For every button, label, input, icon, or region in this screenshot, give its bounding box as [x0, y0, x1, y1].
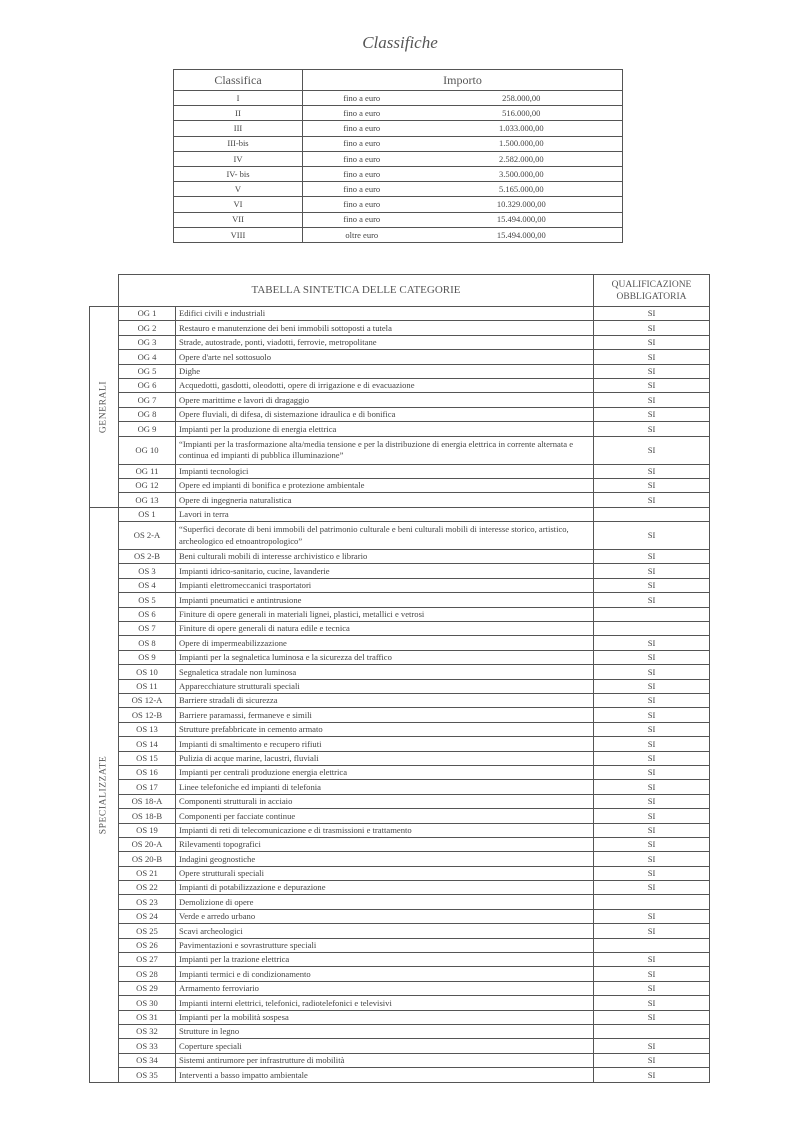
qualificazione-cell: SI [594, 722, 710, 736]
qualificazione-cell: SI [594, 881, 710, 895]
categorie-header-row [90, 275, 710, 307]
classifiche-header-row [174, 70, 623, 91]
categoria-code: OG 13 [119, 493, 176, 507]
header-classifica: Classifica [174, 70, 303, 91]
categoria-desc: Barriere paramassi, fermaneve e simili [176, 708, 594, 722]
categoria-row [90, 981, 710, 995]
categoria-row [90, 837, 710, 851]
categoria-row [90, 809, 710, 823]
qualificazione-cell [594, 1024, 710, 1038]
qualificazione-cell: SI [594, 981, 710, 995]
qualificazione-cell: SI [594, 679, 710, 693]
categoria-code: OG 4 [119, 350, 176, 364]
categoria-code: OS 2-B [119, 550, 176, 564]
categoria-desc: Opere strutturali speciali [176, 866, 594, 880]
categoria-code: OS 11 [119, 679, 176, 693]
classifica-cell: IV- bis [174, 166, 303, 181]
categoria-code: OS 13 [119, 722, 176, 736]
importo-valore-cell: 15.494.000,00 [421, 227, 623, 242]
categoria-row [90, 895, 710, 909]
categoria-desc: Componenti strutturali in acciaio [176, 794, 594, 808]
categoria-row [90, 307, 710, 321]
categoria-desc: Opere fluviali, di difesa, di sistemazione idraulica e di bonifica [176, 407, 594, 421]
categoria-row [90, 924, 710, 938]
importo-dicitura-cell: fino a euro [303, 91, 421, 106]
categoria-desc: Finiture di opere generali in materiali lignei, plastici, metallici e vetrosi [176, 607, 594, 621]
categoria-code: OS 28 [119, 967, 176, 981]
classifica-cell: II [174, 106, 303, 121]
categoria-desc: Opere marittime e lavori di dragaggio [176, 393, 594, 407]
categoria-code: OS 12-B [119, 708, 176, 722]
importo-valore-cell: 10.329.000,00 [421, 197, 623, 212]
categoria-code: OG 9 [119, 422, 176, 436]
qualificazione-cell: SI [594, 407, 710, 421]
categoria-row [90, 422, 710, 436]
qualificazione-cell: SI [594, 422, 710, 436]
categoria-row [90, 364, 710, 378]
classifica-row [174, 106, 623, 121]
qualificazione-cell: SI [594, 1039, 710, 1053]
categoria-code: OS 9 [119, 650, 176, 664]
categorie-table [89, 274, 710, 1083]
categoria-desc: Impianti per la mobilità sospesa [176, 1010, 594, 1024]
categoria-code: OS 35 [119, 1068, 176, 1082]
qualificazione-cell: SI [594, 578, 710, 592]
categoria-row [90, 578, 710, 592]
categoria-code: OS 25 [119, 924, 176, 938]
classifica-row [174, 227, 623, 242]
categoria-row [90, 823, 710, 837]
categoria-row [90, 335, 710, 349]
categoria-desc: Impianti per la segnaletica luminosa e la sicurezza del traffico [176, 650, 594, 664]
qualificazione-cell: SI [594, 665, 710, 679]
qualificazione-cell: SI [594, 837, 710, 851]
categoria-code: OS 18-A [119, 794, 176, 808]
classifica-row [174, 182, 623, 197]
page-title: Classifiche [362, 33, 438, 52]
qualificazione-cell: SI [594, 996, 710, 1010]
header-importo: Importo [303, 70, 623, 91]
classifica-cell: VI [174, 197, 303, 212]
qualificazione-cell: SI [594, 852, 710, 866]
qualificazione-cell: SI [594, 953, 710, 967]
categoria-desc: Impianti di smaltimento e recupero rifiuti [176, 737, 594, 751]
group-label-generali: GENERALI [98, 380, 109, 433]
categoria-desc: Strade, autostrade, ponti, viadotti, ferrovie, metropolitane [176, 335, 594, 349]
categoria-desc: Impianti di reti di telecomunicazione e di trasmissioni e trattamento [176, 823, 594, 837]
categoria-desc: Armamento ferroviario [176, 981, 594, 995]
categoria-row [90, 938, 710, 952]
group-label-specializzate: SPECIALIZZATE [98, 755, 109, 834]
categoria-row [90, 436, 710, 464]
qualificazione-cell: SI [594, 550, 710, 564]
group-label-cell [90, 507, 119, 1082]
categoria-desc: “Impianti per la trasformazione alta/media tensione e per la distribuzione di energia elettrica in corrente alternata e continua ed impianti di pubblica illuminazione” [176, 436, 594, 464]
categoria-row [90, 650, 710, 664]
categoria-code: OG 8 [119, 407, 176, 421]
categoria-row [90, 1053, 710, 1067]
qualificazione-cell: SI [594, 737, 710, 751]
categoria-code: OS 32 [119, 1024, 176, 1038]
categoria-row [90, 953, 710, 967]
categoria-row [90, 909, 710, 923]
categoria-row [90, 794, 710, 808]
categoria-row [90, 751, 710, 765]
importo-valore-cell: 15.494.000,00 [421, 212, 623, 227]
classifica-row [174, 212, 623, 227]
categoria-code: OG 1 [119, 307, 176, 321]
qualificazione-cell: SI [594, 1053, 710, 1067]
qualificazione-cell: SI [594, 693, 710, 707]
header-tabella-title: TABELLA SINTETICA DELLE CATEGORIE [119, 275, 594, 307]
categoria-desc: Lavori in terra [176, 507, 594, 521]
categoria-code: OS 8 [119, 636, 176, 650]
importo-dicitura-cell: fino a euro [303, 121, 421, 136]
header-qualificazione: QUALIFICAZIONE OBBLIGATORIA [594, 275, 710, 307]
categoria-row [90, 996, 710, 1010]
categoria-desc: Componenti per facciate continue [176, 809, 594, 823]
categoria-desc: Opere d'arte nel sottosuolo [176, 350, 594, 364]
categoria-code: OG 6 [119, 378, 176, 392]
categoria-desc: Indagini geognostiche [176, 852, 594, 866]
categoria-row [90, 407, 710, 421]
categoria-desc: Opere di ingegneria naturalistica [176, 493, 594, 507]
categoria-desc: Barriere stradali di sicurezza [176, 693, 594, 707]
qualificazione-cell [594, 607, 710, 621]
categoria-desc: Impianti per la produzione di energia elettrica [176, 422, 594, 436]
categoria-row [90, 679, 710, 693]
classifica-row [174, 197, 623, 212]
qualificazione-cell: SI [594, 636, 710, 650]
categoria-code: OS 12-A [119, 693, 176, 707]
categoria-row [90, 593, 710, 607]
categoria-row [90, 967, 710, 981]
categoria-code: OS 7 [119, 622, 176, 636]
categoria-code: OS 6 [119, 607, 176, 621]
group-label-cell [90, 307, 119, 508]
classifica-cell: VII [174, 212, 303, 227]
qualificazione-cell: SI [594, 1068, 710, 1082]
categoria-row [90, 1010, 710, 1024]
categoria-row [90, 1068, 710, 1082]
qualificazione-cell: SI [594, 307, 710, 321]
importo-valore-cell: 1.500.000,00 [421, 136, 623, 151]
categoria-code: OG 3 [119, 335, 176, 349]
categoria-code: OG 2 [119, 321, 176, 335]
qualificazione-cell: SI [594, 765, 710, 779]
categoria-row [90, 866, 710, 880]
categoria-desc: Acquedotti, gasdotti, oleodotti, opere di irrigazione e di evacuazione [176, 378, 594, 392]
categoria-code: OS 5 [119, 593, 176, 607]
categoria-desc: Strutture prefabbricate in cemento armato [176, 722, 594, 736]
categoria-desc: Impianti di potabilizzazione e depurazione [176, 881, 594, 895]
categoria-row [90, 693, 710, 707]
categoria-row [90, 622, 710, 636]
categoria-desc: “Superfici decorate di beni immobili del patrimonio culturale e beni culturali mobili di interesse storico, artistico, archeologico ed etnoantropologico” [176, 522, 594, 550]
categoria-row [90, 393, 710, 407]
categoria-desc: Impianti idrico-sanitario, cucine, lavanderie [176, 564, 594, 578]
categoria-desc: Strutture in legno [176, 1024, 594, 1038]
categoria-code: OS 20-A [119, 837, 176, 851]
classifica-row [174, 136, 623, 151]
qualificazione-cell: SI [594, 909, 710, 923]
categoria-row [90, 636, 710, 650]
categoria-desc: Impianti tecnologici [176, 464, 594, 478]
categoria-desc: Scavi archeologici [176, 924, 594, 938]
qualificazione-cell: SI [594, 364, 710, 378]
classifica-cell: V [174, 182, 303, 197]
categoria-code: OS 21 [119, 866, 176, 880]
qualificazione-cell [594, 895, 710, 909]
categoria-desc: Coperture speciali [176, 1039, 594, 1053]
qualificazione-cell: SI [594, 967, 710, 981]
categoria-desc: Rilevamenti topografici [176, 837, 594, 851]
classifica-row [174, 91, 623, 106]
categoria-row [90, 321, 710, 335]
classifiche-table [173, 69, 623, 243]
categoria-code: OS 10 [119, 665, 176, 679]
importo-valore-cell: 3.500.000,00 [421, 166, 623, 181]
qualificazione-cell: SI [594, 780, 710, 794]
classifica-cell: IV [174, 151, 303, 166]
importo-dicitura-cell: fino a euro [303, 197, 421, 212]
categoria-desc: Interventi a basso impatto ambientale [176, 1068, 594, 1082]
qualificazione-cell: SI [594, 794, 710, 808]
categoria-code: OS 24 [119, 909, 176, 923]
categoria-desc: Pulizia di acque marine, lacustri, fluviali [176, 751, 594, 765]
categoria-desc: Impianti termici e di condizionamento [176, 967, 594, 981]
categoria-row [90, 722, 710, 736]
classifica-row [174, 151, 623, 166]
categoria-desc: Finiture di opere generali di natura edile e tecnica [176, 622, 594, 636]
importo-valore-cell: 5.165.000,00 [421, 182, 623, 197]
categoria-desc: Edifici civili e industriali [176, 307, 594, 321]
importo-valore-cell: 1.033.000,00 [421, 121, 623, 136]
qualificazione-cell: SI [594, 751, 710, 765]
qualificazione-cell: SI [594, 823, 710, 837]
categoria-desc: Demolizione di opere [176, 895, 594, 909]
classifica-cell: III [174, 121, 303, 136]
importo-valore-cell: 258.000,00 [421, 91, 623, 106]
categoria-desc: Apparecchiature strutturali speciali [176, 679, 594, 693]
categoria-code: OS 18-B [119, 809, 176, 823]
importo-dicitura-cell: fino a euro [303, 166, 421, 181]
categoria-desc: Segnaletica stradale non luminosa [176, 665, 594, 679]
categoria-desc: Restauro e manutenzione dei beni immobili sottoposti a tutela [176, 321, 594, 335]
categoria-code: OS 2-A [119, 522, 176, 550]
categoria-code: OG 10 [119, 436, 176, 464]
categoria-desc: Opere di impermeabilizzazione [176, 636, 594, 650]
classifica-cell: VIII [174, 227, 303, 242]
categoria-desc: Impianti interni elettrici, telefonici, radiotelefonici e televisivi [176, 996, 594, 1010]
classifica-cell: III-bis [174, 136, 303, 151]
categoria-desc: Impianti per la trazione elettrica [176, 953, 594, 967]
qualificazione-cell: SI [594, 393, 710, 407]
qualificazione-cell: SI [594, 924, 710, 938]
categoria-desc: Impianti per centrali produzione energia elettrica [176, 765, 594, 779]
categoria-row [90, 852, 710, 866]
classifica-cell: I [174, 91, 303, 106]
categoria-code: OS 23 [119, 895, 176, 909]
categoria-row [90, 522, 710, 550]
qualificazione-cell: SI [594, 436, 710, 464]
categoria-row [90, 665, 710, 679]
categoria-code: OS 1 [119, 507, 176, 521]
categoria-code: OS 17 [119, 780, 176, 794]
categoria-code: OS 14 [119, 737, 176, 751]
categoria-row [90, 765, 710, 779]
qualificazione-cell: SI [594, 708, 710, 722]
header-blank-cell [90, 275, 119, 307]
categoria-code: OS 27 [119, 953, 176, 967]
categoria-desc: Sistemi antirumore per infrastrutture di mobilità [176, 1053, 594, 1067]
categoria-desc: Pavimentazioni e sovrastrutture speciali [176, 938, 594, 952]
categoria-code: OG 12 [119, 478, 176, 492]
categoria-row [90, 378, 710, 392]
categoria-code: OS 34 [119, 1053, 176, 1067]
categoria-row [90, 780, 710, 794]
categoria-code: OS 26 [119, 938, 176, 952]
categoria-row [90, 708, 710, 722]
categoria-row [90, 493, 710, 507]
importo-dicitura-cell: fino a euro [303, 151, 421, 166]
categoria-code: OG 11 [119, 464, 176, 478]
categoria-code: OS 19 [119, 823, 176, 837]
categoria-code: OS 4 [119, 578, 176, 592]
qualificazione-cell: SI [594, 478, 710, 492]
importo-dicitura-cell: fino a euro [303, 136, 421, 151]
categoria-row [90, 881, 710, 895]
qualificazione-cell: SI [594, 321, 710, 335]
importo-dicitura-cell: fino a euro [303, 182, 421, 197]
categoria-row [90, 1024, 710, 1038]
qualificazione-cell: SI [594, 593, 710, 607]
qualificazione-cell: SI [594, 464, 710, 478]
categoria-row [90, 564, 710, 578]
classifica-row [174, 121, 623, 136]
categoria-row [90, 607, 710, 621]
categoria-row [90, 507, 710, 521]
categoria-row [90, 350, 710, 364]
categoria-code: OS 22 [119, 881, 176, 895]
importo-dicitura-cell: fino a euro [303, 212, 421, 227]
categoria-code: OG 5 [119, 364, 176, 378]
categoria-row [90, 1039, 710, 1053]
categoria-code: OS 33 [119, 1039, 176, 1053]
qualificazione-cell: SI [594, 378, 710, 392]
qualificazione-cell: SI [594, 1010, 710, 1024]
categoria-code: OS 30 [119, 996, 176, 1010]
categoria-row [90, 737, 710, 751]
qualificazione-cell: SI [594, 809, 710, 823]
importo-valore-cell: 516.000,00 [421, 106, 623, 121]
categoria-desc: Impianti elettromeccanici trasportatori [176, 578, 594, 592]
qualificazione-cell [594, 938, 710, 952]
qualificazione-cell: SI [594, 493, 710, 507]
qualificazione-cell: SI [594, 335, 710, 349]
categoria-code: OG 7 [119, 393, 176, 407]
categoria-row [90, 464, 710, 478]
categoria-desc: Impianti pneumatici e antintrusione [176, 593, 594, 607]
qualificazione-cell: SI [594, 650, 710, 664]
categoria-code: OS 31 [119, 1010, 176, 1024]
categoria-code: OS 3 [119, 564, 176, 578]
importo-valore-cell: 2.582.000,00 [421, 151, 623, 166]
classifica-row [174, 166, 623, 181]
qualificazione-cell: SI [594, 866, 710, 880]
categoria-code: OS 16 [119, 765, 176, 779]
categoria-code: OS 15 [119, 751, 176, 765]
categoria-row [90, 478, 710, 492]
qualificazione-cell [594, 507, 710, 521]
categoria-desc: Opere ed impianti di bonifica e protezione ambientale [176, 478, 594, 492]
importo-dicitura-cell: fino a euro [303, 106, 421, 121]
categoria-code: OS 20-B [119, 852, 176, 866]
categoria-desc: Dighe [176, 364, 594, 378]
importo-dicitura-cell: oltre euro [303, 227, 421, 242]
categoria-code: OS 29 [119, 981, 176, 995]
qualificazione-cell: SI [594, 522, 710, 550]
categoria-desc: Beni culturali mobili di interesse archivistico e librario [176, 550, 594, 564]
qualificazione-cell [594, 622, 710, 636]
qualificazione-cell: SI [594, 350, 710, 364]
categoria-desc: Verde e arredo urbano [176, 909, 594, 923]
categoria-row [90, 550, 710, 564]
qualificazione-cell: SI [594, 564, 710, 578]
categoria-desc: Linee telefoniche ed impianti di telefonia [176, 780, 594, 794]
